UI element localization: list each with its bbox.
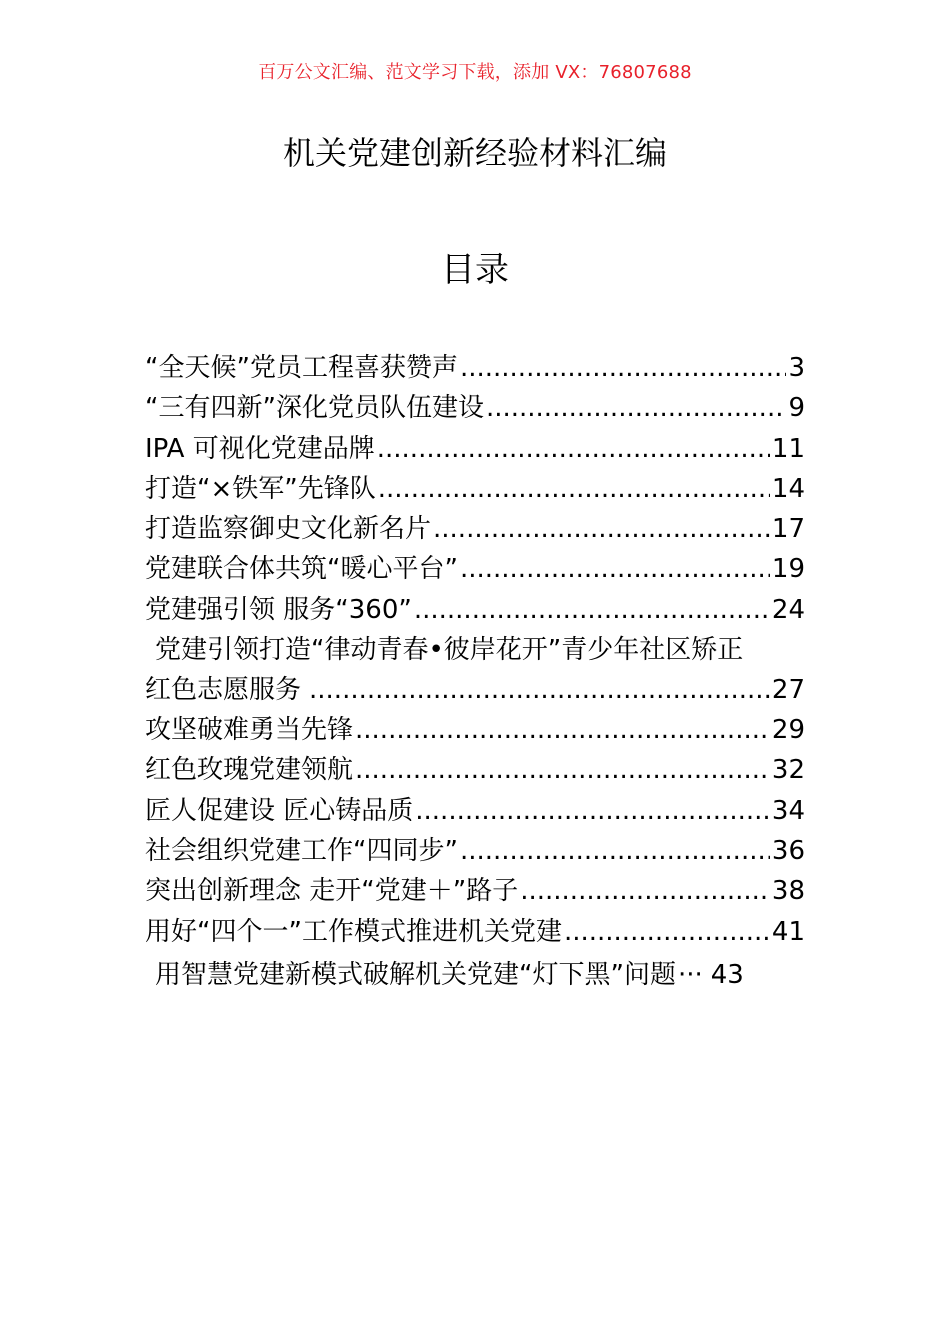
toc-entry-page: 17 (771, 514, 805, 545)
toc-dot-leader (355, 710, 770, 750)
toc-entry[interactable] (145, 469, 805, 509)
toc-entry[interactable] (145, 750, 805, 790)
toc-dot-leader (520, 871, 770, 911)
toc-dot-leader (377, 429, 770, 469)
toc-entry-label: 党建联合体共筑“暖心平台” (145, 554, 458, 585)
toc-entry[interactable] (145, 831, 805, 871)
toc-entry-page: 14 (771, 473, 805, 504)
toc-entry[interactable] (145, 871, 805, 911)
toc-entry-label-line1: 党建引领打造“律动青春•彼岸花开”青少年社区矫正 (155, 635, 744, 666)
toc-entry[interactable] (145, 388, 805, 428)
toc-dot-leader (415, 791, 770, 831)
toc-entry-label-line2: 红色志愿服务 (145, 675, 302, 706)
toc-entry-page: 43 (710, 959, 744, 990)
table-of-contents (145, 348, 805, 998)
toc-entry-label: 打造监察御史文化新名片 (145, 514, 432, 545)
toc-dot-leader (433, 509, 770, 549)
toc-dot-leader (414, 590, 770, 630)
header-note: 百万公文汇编、范文学习下载，添加 VX：76807688 (258, 62, 692, 83)
toc-entry[interactable] (145, 791, 805, 831)
toc-entry-page: 36 (771, 835, 805, 866)
toc-dot-leader (460, 831, 770, 871)
toc-entry-label: 攻坚破难勇当先锋 (145, 715, 354, 746)
toc-entry-label: 红色玫瑰党建领航 (145, 755, 354, 786)
toc-ellipsis: ··· (677, 959, 703, 990)
toc-entry-label: “全天候”党员工程喜获赞声 (145, 353, 458, 383)
toc-entry-page: 38 (771, 876, 805, 907)
toc-entry-label: 党建强引领 服务“360” (145, 594, 412, 625)
toc-dot-leader (564, 912, 770, 952)
toc-entry[interactable] (145, 590, 805, 630)
toc-title: 目录 (441, 250, 509, 290)
toc-entry-label: 用智慧党建新模式破解机关党建“灯下黑”问题 (155, 959, 676, 990)
toc-entry-label: 打造“×铁军”先锋队 (145, 473, 376, 504)
toc-entry-last[interactable] (145, 952, 805, 998)
toc-entry-label: 用好“四个一”工作模式推进机关党建 (145, 916, 562, 947)
toc-entry-page: 9 (788, 393, 805, 424)
toc-entry[interactable] (145, 710, 805, 750)
toc-dot-leader (355, 750, 770, 790)
toc-dot-leader (486, 388, 787, 428)
toc-entry-label: 社会组织党建工作“四同步” (145, 835, 458, 866)
toc-entry[interactable] (145, 429, 805, 469)
toc-entry-page: 32 (771, 755, 805, 786)
toc-entry-page: 34 (771, 795, 805, 826)
toc-entry-label: “三有四新”深化党员队伍建设 (145, 393, 484, 424)
toc-dot-leader (309, 670, 770, 710)
toc-entry-label: 匠人促建设 匠心铸品质 (145, 795, 414, 826)
toc-entry[interactable] (145, 348, 805, 388)
document-title: 机关党建创新经验材料汇编 (282, 134, 667, 172)
toc-entry-page: 19 (771, 554, 805, 585)
toc-entry[interactable] (145, 509, 805, 549)
toc-dot-leader (460, 348, 787, 388)
toc-entry-page: 24 (771, 594, 805, 625)
toc-entry-page: 11 (771, 433, 805, 464)
toc-entry-page: 41 (771, 916, 805, 947)
toc-dot-leader (378, 469, 770, 509)
toc-entry-page: 3 (788, 353, 805, 383)
toc-entry-label: IPA 可视化党建品牌 (145, 433, 375, 464)
toc-entry-page: 27 (771, 675, 805, 706)
toc-entry-page: 29 (771, 715, 805, 746)
toc-dot-leader (460, 549, 770, 589)
toc-entry-wrapped[interactable] (145, 630, 805, 710)
toc-entry[interactable] (145, 549, 805, 589)
toc-entry[interactable] (145, 912, 805, 952)
toc-entry-label: 突出创新理念 走开“党建＋”路子 (145, 876, 519, 907)
